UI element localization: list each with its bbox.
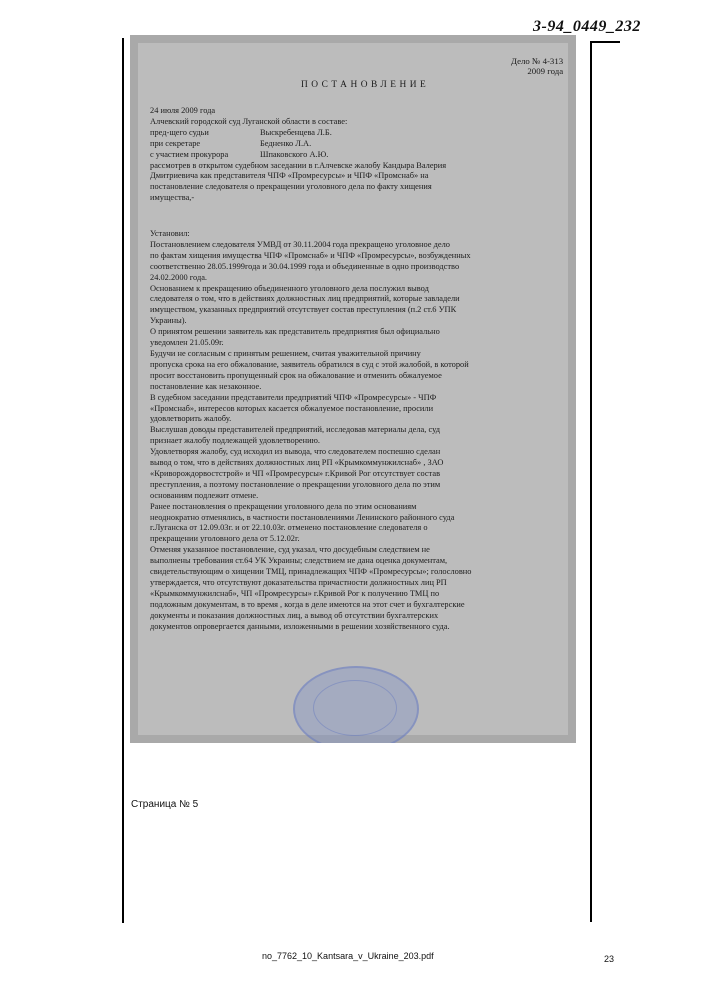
role-row	[150, 150, 446, 161]
body-line: Будучи не согласным с принятым решением, считая уважительной причину	[150, 348, 421, 358]
body-line: признает жалобу подлежащей удовлетворению.	[150, 436, 320, 446]
body-line: следователя о том, что в действиях должностных лиц предприятий, которые завладели	[150, 294, 460, 304]
body-line: Отменяя указанное постановление, суд указал, что досудебным следствием не	[150, 545, 430, 555]
body-line: «Криворождорвостстрой» и ЧП «Промресурсы» г.Кривой Рог отсутствует состав	[150, 468, 441, 478]
body-line: имуществом, указанных предприятий отсутствует состав преступления (п.2 ст.6 УПК	[150, 305, 457, 315]
body-line: В судебном заседании представители предприятий ЧПФ «Промресурсы» - ЧПФ	[150, 392, 437, 402]
court-stamp	[293, 666, 419, 743]
document-code: 3-94_0449_232	[533, 18, 641, 35]
body-line: выполнены требования ст.64 УК Украины; следствием не дана оценка документам,	[150, 556, 448, 566]
role-label: пред-щего судьи	[150, 127, 209, 137]
body-line: Ранее постановления о прекращении уголовного дела по этим основаниям	[150, 501, 417, 511]
body-line: по фактам хищения имущества ЧПФ «Промснаб» и ЧПФ «Промресурсы», возбужденных	[150, 250, 471, 260]
document-title: ПОСТАНОВЛЕНИЕ	[301, 80, 430, 90]
role-row	[150, 139, 446, 150]
footer-filename: no_7762_10_Kantsara_v_Ukraine_203.pdf	[262, 951, 434, 961]
body-line: утверждается, что отсутствуют доказательства причастности должностных лиц РП	[150, 578, 447, 587]
case-number-block	[511, 56, 563, 76]
role-label: при секретаре	[150, 138, 201, 148]
body-line: Выслушав доводы представителей предприятий, исследовав материалы дела, суд	[150, 425, 440, 435]
body-line: Постановлением следователя УМВД от 30.11.2004 года прекращено уголовное дело	[150, 239, 450, 249]
body-line: свидетельствующим о хищении ТМЦ, принадлежащих ЧПФ «Промресурсы»; голословно	[150, 567, 472, 577]
intro-line: постановление следователя о прекращении уголовного дела по факту хищения	[150, 182, 432, 192]
body-line: «Крымкоммунжилснаб», ЧП «Промресурсы» г.Кривой Рог к получению ТМЦ по	[150, 588, 440, 598]
body-line: Удовлетворяя жалобу, суд исходил из вывода, что следователем поспешно сделан	[150, 447, 441, 457]
footer-page-number: 23	[604, 954, 615, 964]
court-stamp-ring	[313, 680, 397, 736]
body-line: Основанием к прекращению объединенного уголовного дела послужил вывод	[150, 283, 429, 293]
body-line: постановление как незаконное.	[150, 381, 262, 391]
right-margin-tick	[590, 41, 620, 43]
body-line: просит восстановить пропущенный срок на обжалование и отменить обжалуемое	[150, 370, 442, 380]
body-line: Установил:	[150, 229, 190, 238]
body-line: 24.02.2000 года.	[150, 272, 208, 282]
document-header	[150, 106, 446, 204]
scanned-page	[130, 35, 576, 743]
right-margin-line	[590, 42, 592, 922]
role-name: Бедненко Л.А.	[260, 138, 312, 148]
body-line: г.Луганска от 12.09.03г. и от 22.10.03г. отменено постановление следователя о	[150, 523, 428, 533]
document-body	[150, 229, 576, 633]
left-margin-line	[122, 38, 124, 923]
body-line: документов опровергается данными, изложенными в решении хозяйственного суда.	[150, 621, 450, 631]
body-line: уведомлен 21.05.09г.	[150, 338, 224, 348]
document-date: 24 июля 2009 года	[150, 106, 216, 115]
case-year: 2009 года	[527, 66, 564, 76]
body-line: О принятом решении заявитель как представитель предприятия был официально	[150, 327, 440, 337]
body-line: пропуска срока на его обжалование, заявитель обратился в суд с этой жалобой, в которой	[150, 359, 469, 369]
body-line: подложным документам, в то время , когда в деле имеются на этот счет и бухгалтерские	[150, 599, 465, 609]
body-line: неоднократно отменялись, в частности постановлениями Ленинского районного суда	[150, 512, 455, 522]
intro-line: имущества,-	[150, 193, 195, 203]
body-line: прекращении уголовного дела от 5.12.02г.	[150, 534, 300, 544]
case-number: Дело № 4-313	[511, 56, 564, 66]
body-line: соответственно 28.05.1999года и 30.04.1999 года и объединенные в одно производство	[150, 261, 460, 271]
role-label: с участием прокурора	[150, 149, 229, 159]
body-line: вывод о том, что в действиях должностных лиц РП «Крымкоммунжилснаб» , ЗАО	[150, 458, 444, 468]
body-line: преступления, а поэтому постановление о прекращении уголовного дела по этим	[150, 479, 441, 489]
scanned-page-paper	[138, 43, 568, 735]
body-line: «Промснаб», интересов которых касается обжалуемое постановление, просили	[150, 403, 434, 413]
intro-line: рассмотрев в открытом судебном заседании в г.Алчевске жалобу Кандыра Валерия	[150, 160, 447, 170]
body-line: основаниям подлежит отмене.	[150, 490, 259, 500]
page-label: Страница № 5	[131, 799, 199, 810]
court-name: Алчевский городской суд Луганской области в составе:	[150, 116, 348, 126]
intro-line: Дмитриевича как представителя ЧПФ «Промресурсы» и ЧПФ «Промснаб» на	[150, 171, 429, 181]
body-line: Украины).	[150, 316, 187, 326]
role-name: Шпаковского А.Ю.	[260, 149, 329, 159]
body-line: документы и показания должностных лиц, а вывод об отсутствии бухгалтерских	[150, 610, 439, 620]
body-line: удовлетворить жалобу.	[150, 414, 232, 424]
role-row	[150, 128, 446, 139]
role-name: Выскребенцева Л.Б.	[260, 127, 332, 137]
